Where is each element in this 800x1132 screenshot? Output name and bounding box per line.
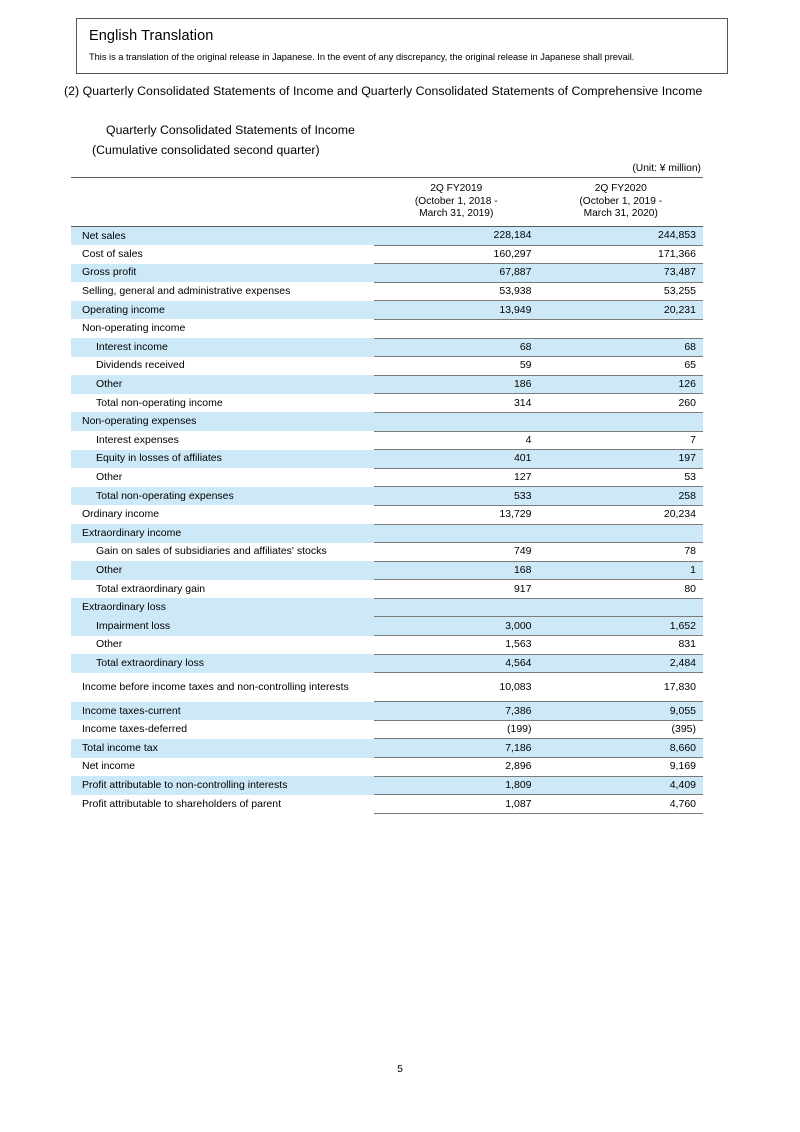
- row-label: Income taxes-deferred: [82, 723, 188, 736]
- table-row: [71, 543, 703, 562]
- row-label: Other: [71, 375, 374, 394]
- table-row: [71, 617, 703, 636]
- cell-fy2020: 9,169: [539, 758, 704, 777]
- cell-fy2020: 78: [539, 543, 704, 562]
- row-label: Non-operating expenses: [71, 412, 374, 431]
- statement-heading: Quarterly Consolidated Statements of Income: [106, 123, 355, 137]
- cell-fy2019: 1,809: [374, 776, 539, 795]
- row-label: Other: [96, 471, 123, 484]
- column-header-fy2020-line1: 2Q FY2020: [594, 183, 647, 195]
- row-label: Ordinary income: [82, 508, 160, 521]
- row-label: Gross profit: [71, 264, 374, 283]
- cell-fy2019: [374, 412, 539, 431]
- table-row: [71, 264, 703, 283]
- cell-fy2020: 1,652: [539, 617, 704, 636]
- cell-fy2019: 533: [374, 487, 539, 506]
- notice-subtitle: This is a translation of the original release in Japanese. In the event of any discrepancy, the original release in Japanese shall prevail.: [89, 52, 635, 62]
- cell-fy2019: 1,563: [374, 636, 539, 655]
- column-header-fy2020: [539, 178, 704, 227]
- table-row: [71, 598, 703, 617]
- table-row: [71, 654, 703, 673]
- table-header-row: [71, 178, 703, 227]
- cell-fy2019: 314: [374, 394, 539, 413]
- table-row: [71, 319, 703, 338]
- table-row: [71, 702, 703, 721]
- cell-fy2019: 67,887: [374, 264, 539, 283]
- cell-fy2019: [374, 524, 539, 543]
- cell-fy2020: 80: [539, 580, 704, 599]
- table-row: [71, 282, 703, 301]
- cell-fy2019: 10,083: [374, 673, 539, 702]
- income-statement-table: [71, 177, 703, 814]
- cell-fy2019: [374, 598, 539, 617]
- column-header-fy2020-line2: (October 1, 2019 -: [579, 195, 663, 207]
- cell-fy2020: [539, 412, 704, 431]
- column-header-fy2019-line3: March 31, 2019): [419, 208, 494, 220]
- section-heading: (2) Quarterly Consolidated Statements of Income and Quarterly Consolidated Statements of Comprehensive Income: [64, 84, 703, 98]
- table-row: [71, 580, 703, 599]
- row-label: Other: [71, 561, 374, 580]
- cell-fy2020: 1: [539, 561, 704, 580]
- cell-fy2019: 4,564: [374, 654, 539, 673]
- cell-fy2019: 68: [374, 338, 539, 357]
- english-translation-notice: [76, 18, 728, 74]
- cell-fy2020: 20,234: [539, 505, 704, 524]
- table-row: [71, 338, 703, 357]
- cell-fy2019: 53,938: [374, 282, 539, 301]
- cell-fy2020: (395): [539, 720, 704, 739]
- cell-fy2019: 3,000: [374, 617, 539, 636]
- cell-fy2020: 8,660: [539, 739, 704, 758]
- table-row: [71, 776, 703, 795]
- row-label: Profit attributable to non-controlling interests: [71, 776, 374, 795]
- row-label: Extraordinary income: [71, 524, 374, 543]
- column-header-fy2019-line1: 2Q FY2019: [430, 183, 483, 195]
- cell-fy2019: (199): [374, 720, 539, 739]
- cell-fy2019: 7,386: [374, 702, 539, 721]
- cell-fy2020: 7: [539, 431, 704, 450]
- row-label: Income taxes-current: [71, 702, 374, 721]
- row-label: Total extraordinary loss: [71, 654, 374, 673]
- cell-fy2020: 53: [539, 468, 704, 487]
- cell-fy2019: 168: [374, 561, 539, 580]
- table-row: [71, 301, 703, 320]
- row-label: Total non-operating income: [96, 396, 223, 409]
- table-row: [71, 636, 703, 655]
- cell-fy2019: 749: [374, 543, 539, 562]
- column-header-fy2019: [374, 178, 539, 227]
- row-label: Equity in losses of affiliates: [71, 450, 374, 469]
- row-label: Operating income: [71, 301, 374, 320]
- cell-fy2020: 2,484: [539, 654, 704, 673]
- cell-fy2020: [539, 598, 704, 617]
- cell-fy2020: 260: [539, 394, 704, 413]
- cell-fy2019: 7,186: [374, 739, 539, 758]
- table-row: [71, 739, 703, 758]
- cell-fy2019: 127: [374, 468, 539, 487]
- row-label: Total extraordinary gain: [96, 582, 206, 595]
- unit-note: (Unit: ¥ million): [632, 163, 701, 174]
- column-header-fy2019-line2: (October 1, 2018 -: [414, 195, 498, 207]
- cell-fy2019: 1,087: [374, 795, 539, 814]
- cell-fy2020: 17,830: [539, 673, 704, 702]
- cell-fy2020: [539, 524, 704, 543]
- column-header-label: [71, 178, 374, 227]
- cell-fy2020: 4,760: [539, 795, 704, 814]
- cell-fy2020: 4,409: [539, 776, 704, 795]
- cell-fy2019: 13,729: [374, 505, 539, 524]
- cell-fy2020: [539, 319, 704, 338]
- cell-fy2019: [374, 319, 539, 338]
- cell-fy2020: 171,366: [539, 245, 704, 264]
- table-row: [71, 375, 703, 394]
- table-row: [71, 357, 703, 376]
- row-label: Interest income: [71, 338, 374, 357]
- table-row: [71, 487, 703, 506]
- table-row: [71, 431, 703, 450]
- table-row: [71, 468, 703, 487]
- row-label: Other: [96, 638, 123, 651]
- period-note: (Cumulative consolidated second quarter): [92, 143, 320, 157]
- table-row: [71, 524, 703, 543]
- row-label: Impairment loss: [71, 617, 374, 636]
- table-row: [71, 245, 703, 264]
- row-label: Net sales: [71, 227, 374, 246]
- cell-fy2020: 197: [539, 450, 704, 469]
- page-number: 5: [397, 1064, 403, 1075]
- cell-fy2020: 9,055: [539, 702, 704, 721]
- table-header: [71, 178, 703, 227]
- table-row: [71, 450, 703, 469]
- table-row: [71, 505, 703, 524]
- row-label: Total income tax: [71, 739, 374, 758]
- cell-fy2019: 59: [374, 357, 539, 376]
- row-label: Net income: [82, 760, 136, 773]
- cell-fy2019: 401: [374, 450, 539, 469]
- cell-fy2019: 160,297: [374, 245, 539, 264]
- row-label: Cost of sales: [82, 247, 143, 260]
- notice-title: English Translation: [89, 28, 214, 44]
- cell-fy2020: 126: [539, 375, 704, 394]
- row-label: Selling, general and administrative expenses: [82, 285, 291, 298]
- table-row: [71, 561, 703, 580]
- row-label: Profit attributable to shareholders of parent: [82, 797, 282, 810]
- cell-fy2020: 244,853: [539, 227, 704, 246]
- row-label: Income before income taxes and non-controlling interests: [82, 680, 349, 693]
- cell-fy2020: 831: [539, 636, 704, 655]
- table-row: [71, 795, 703, 814]
- row-label: Extraordinary loss: [71, 598, 374, 617]
- row-label: Dividends received: [96, 359, 185, 372]
- table-row: [71, 758, 703, 777]
- cell-fy2019: 13,949: [374, 301, 539, 320]
- table-row: [71, 673, 703, 702]
- row-label: Interest expenses: [96, 433, 179, 446]
- cell-fy2019: 228,184: [374, 227, 539, 246]
- cell-fy2020: 65: [539, 357, 704, 376]
- cell-fy2019: 2,896: [374, 758, 539, 777]
- row-label: Total non-operating expenses: [71, 487, 374, 506]
- table-row: [71, 394, 703, 413]
- column-header-fy2020-line3: March 31, 2020): [583, 208, 658, 220]
- cell-fy2020: 68: [539, 338, 704, 357]
- cell-fy2020: 20,231: [539, 301, 704, 320]
- cell-fy2019: 917: [374, 580, 539, 599]
- table-body: [71, 227, 703, 814]
- row-label: Gain on sales of subsidiaries and affiliates' stocks: [96, 545, 327, 558]
- table-row: [71, 227, 703, 246]
- row-label: Non-operating income: [82, 322, 186, 335]
- cell-fy2019: 186: [374, 375, 539, 394]
- cell-fy2019: 4: [374, 431, 539, 450]
- cell-fy2020: 258: [539, 487, 704, 506]
- cell-fy2020: 73,487: [539, 264, 704, 283]
- cell-fy2020: 53,255: [539, 282, 704, 301]
- table-row: [71, 412, 703, 431]
- table-row: [71, 720, 703, 739]
